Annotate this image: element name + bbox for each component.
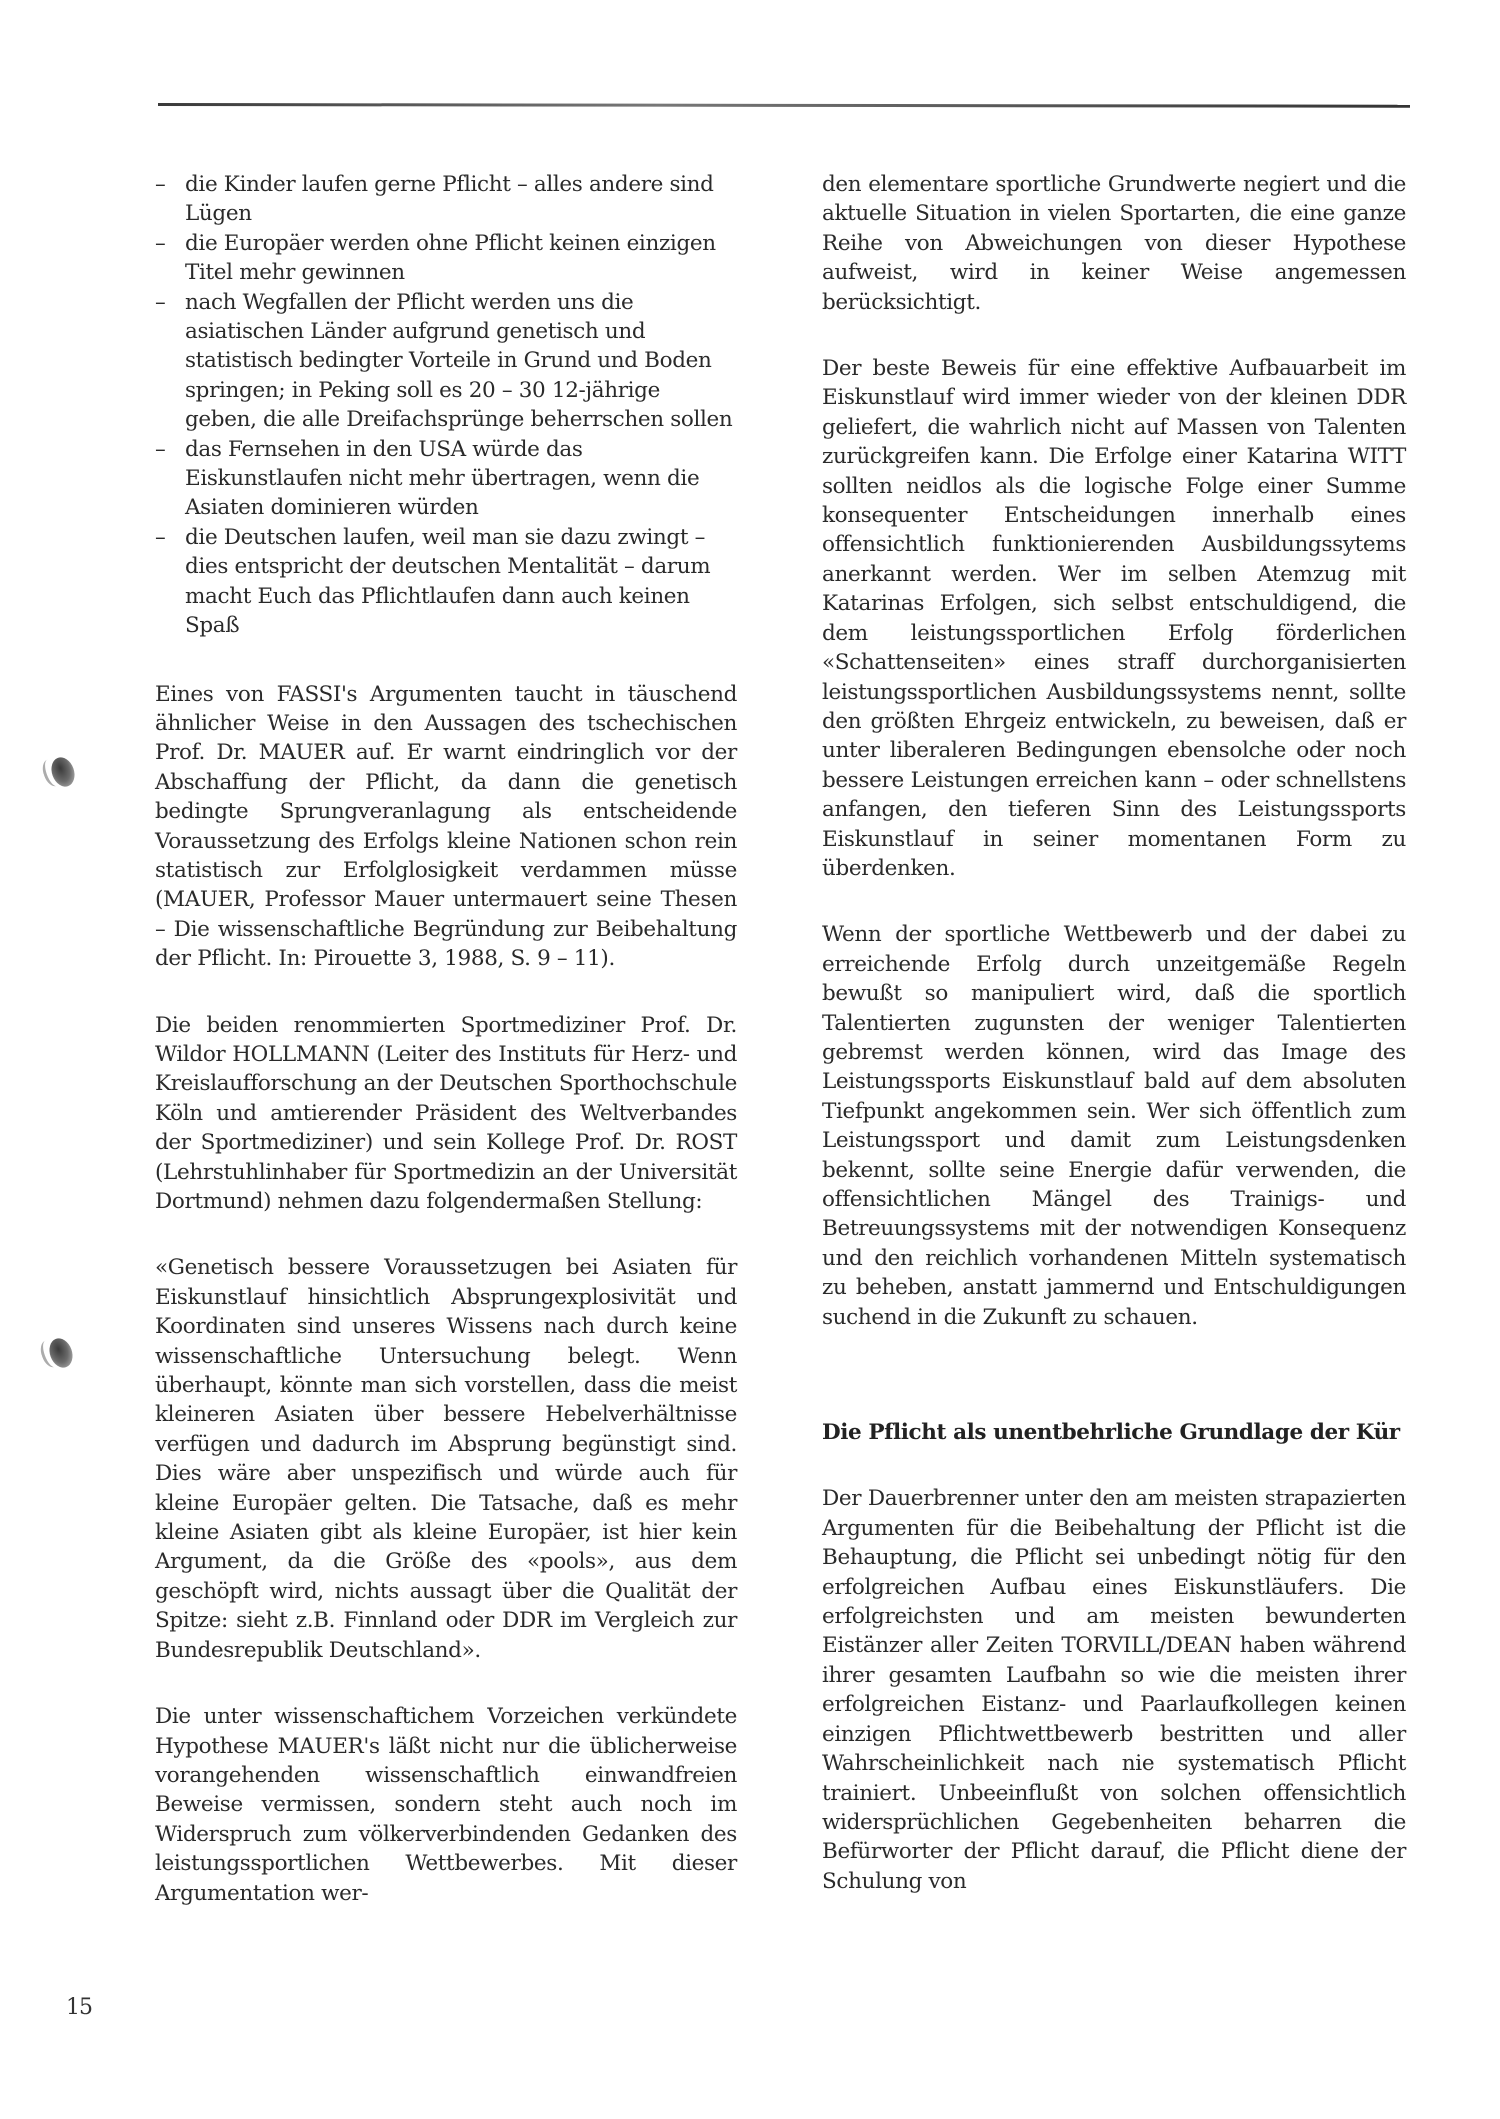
paragraph-competition: Wenn der sportliche Wettbewerb und der dabei zu erreichende Erfolg durch unzeitgemäße Regeln bewußt so manipuliert wird, daß die sportlich Talentierten zugunsten der weniger Talentierten gebremst werden können, wird das Image des Leistungssports Eiskunstlauf bald auf dem absoluten Tiefpunkt angekommen sein. Wer sich öffentlich zum Leistungssport und damit zum Leistungsdenken bekennt, sollte seine Energie dafür verwenden, die offensichtlichen Mängel des Trainigs- und Betreuungssystems mit der notwendigen Konsequenz und den reichlich vorhandenen Mitteln systematisch zu beheben, anstatt jammernd und Entschuldigungen suchend in die Zukunft zu schauen. xyxy=(822,922,1406,1330)
argument-list xyxy=(155,170,737,641)
page-number: 15 xyxy=(66,1995,92,2020)
section-heading: Die Pflicht als unentbehrliche Grundlage der Kür xyxy=(822,1420,1400,1446)
list-item: – die Kinder laufen gerne Pflicht – alles andere sind Lügen xyxy=(155,172,714,227)
paragraph-mauer-argument: Eines von FASSI's Argumenten taucht in täuschend ähnlicher Weise in den Aussagen des tschechischen Prof. Dr. MAUER auf. Er warnt eindringlich vor der Abschaffung der Pflicht, da dann die genetisch bedingte Sprungveranlagung als entscheidende Voraussetzung des Erfolgs kleine Nationen schon rein statistisch zur Erfolglosigkeit verdammen müsse (MAUER, Professor Mauer untermauert seine Thesen – Die wissenschaftliche Begründung zur Beibehaltung der Pflicht. In: Pirouette 3, 1988, S. 9 – 11). xyxy=(155,681,737,972)
punch-hole-mark xyxy=(46,1335,77,1371)
punch-hole-mark xyxy=(48,754,79,790)
paragraph-ddr-example: Der beste Beweis für eine effektive Aufbauarbeit im Eiskunstlauf wird immer wieder von der kleinen DDR geliefert, die wahrlich nicht auf Massen von Talenten zurückgreifen kann. Die Erfolge einer Katarina WITT sollten neidlos als die logische Folge einer Summe konsequenter Entscheidungen innerhalb eines offensichtlich funktionierenden Ausbildungssytems anerkannt werden. Wer im selben Atemzug mit Katarinas Erfolgen, sich selbst entschuldigend, die dem leistungssportlichen Erfolg förderlichen «Schattenseiten» eines straff durchorganisierten leistungssportlichen Ausbildungssystems nennt, sollte den größten Ehrgeiz entwickeln, zu beweisen, daß er unter liberaleren Bedingungen ebensolche oder noch bessere Leistungen erreichen kann – oder schnellstens anfangen, den tieferen Sinn des Leistungssports Eiskunstlauf in seiner momentanen Form zu überdenken. xyxy=(822,356,1406,881)
dash-bullet-icon: – xyxy=(155,436,166,462)
paragraph-hypothesis: Die unter wissenschaftichem Vorzeichen verkündete Hypothese MAUER's läßt nicht nur die üblicherweise vorangehenden wissenschaftlich einwandfreien Beweise vermissen, sondern steht auch noch im Widerspruch zum völkerverbindenden Gedanken des leistungssportlichen Wettbewerbes. Mit dieser Argumentation wer- xyxy=(155,1704,737,1906)
paragraph-dauerbrenner: Der Dauerbrenner unter den am meisten strapazierten Argumenten für die Beibehaltung der Pflicht ist die Behauptung, die Pflicht sei unbedingt nötig für den erfolgreichen Aufbau eines Eiskunstläufers. Die erfolgreichsten und am meisten bewunderten Eistänzer aller Zeiten TORVILL/DEAN haben während ihrer gesamten Laufbahn so wie die meisten ihrer erfolgreichen Eistanz- und Paarlaufkollegen keinen einzigen Pflichtwettbewerb bestritten und aller Wahrscheinlichkeit nach nie systematisch Pflicht trainiert. Unbeeinflußt von solchen offensichtlich widersprüchlichen Gegebenheiten beharren die Befürworter der Pflicht darauf, die Pflicht diene der Schulung von xyxy=(822,1486,1406,1894)
dash-bullet-icon: – xyxy=(155,289,166,315)
list-item: – das Fernsehen in den USA würde das Eiskunstlaufen nicht mehr übertragen, wenn die Asiaten dominieren würden xyxy=(155,436,700,521)
list-item: – die Deutschen laufen, weil man sie dazu zwingt – dies entspricht der deutschen Mentalität – darum macht Euch das Pflichtlaufen dann auch keinen Spaß xyxy=(155,524,711,639)
list-item: – die Europäer werden ohne Pflicht keinen einzigen Titel mehr gewinnen xyxy=(155,230,716,286)
paragraph-sports-physicians: Die beiden renommierten Sportmediziner Prof. Dr. Wildor HOLLMANN (Leiter des Instituts für Herz- und Kreislaufforschung an der Deutschen Sporthochschule Köln und amtierender Präsident des Weltverbandes der Sportmediziner) und sein Kollege Prof. Dr. ROST (Lehrstuhlinhaber für Sportmedizin an der Universität Dortmund) nehmen dazu folgendermaßen Stellung: xyxy=(155,1012,737,1214)
left-column xyxy=(155,170,737,1908)
dash-bullet-icon: – xyxy=(155,230,166,256)
quote-paragraph: «Genetisch bessere Voraussetzugen bei Asiaten für Eiskunstlauf hinsichtlich Absprungexplosivität und Koordinaten sind unseres Wissens nach durch keine wissenschaftliche Untersuchung belegt. Wenn überhaupt, könnte man sich vorstellen, dass die meist kleineren Asiaten über bessere Hebelverhältnisse verfügen und dadurch im Absprung begünstigt sind. Dies wäre aber unspezifisch und würde auch für kleine Europäer gelten. Die Tatsache, daß es mehr kleine Asiaten gibt als kleine Europäer, ist hier kein Argument, da die Größe des «pools», aus dem geschöpft wird, nichts aussagt über die Qualität der Spitze: sieht z.B. Finnland oder DDR im Vergleich zur Bundesrepublik Deutschland». xyxy=(155,1255,737,1663)
header-rule xyxy=(158,103,1410,108)
dash-bullet-icon: – xyxy=(155,172,166,197)
paragraph-continuation: den elementare sportliche Grundwerte negiert und die aktuelle Situation in vielen Sportarten, die eine ganze Reihe von Abweichungen von dieser Hypothese aufweist, wird in keiner Weise angemessen berücksichtigt. xyxy=(822,172,1406,315)
list-item: – nach Wegfallen der Pflicht werden uns die asiatischen Länder aufgrund genetisch und statistisch bedingter Vorteile in Grund und Boden springen; in Peking soll es 20 – 30 12-jährige geben, die alle Dreifachsprünge beherrschen sollen xyxy=(155,289,733,433)
dash-bullet-icon: – xyxy=(155,524,166,550)
right-column xyxy=(822,170,1406,1896)
